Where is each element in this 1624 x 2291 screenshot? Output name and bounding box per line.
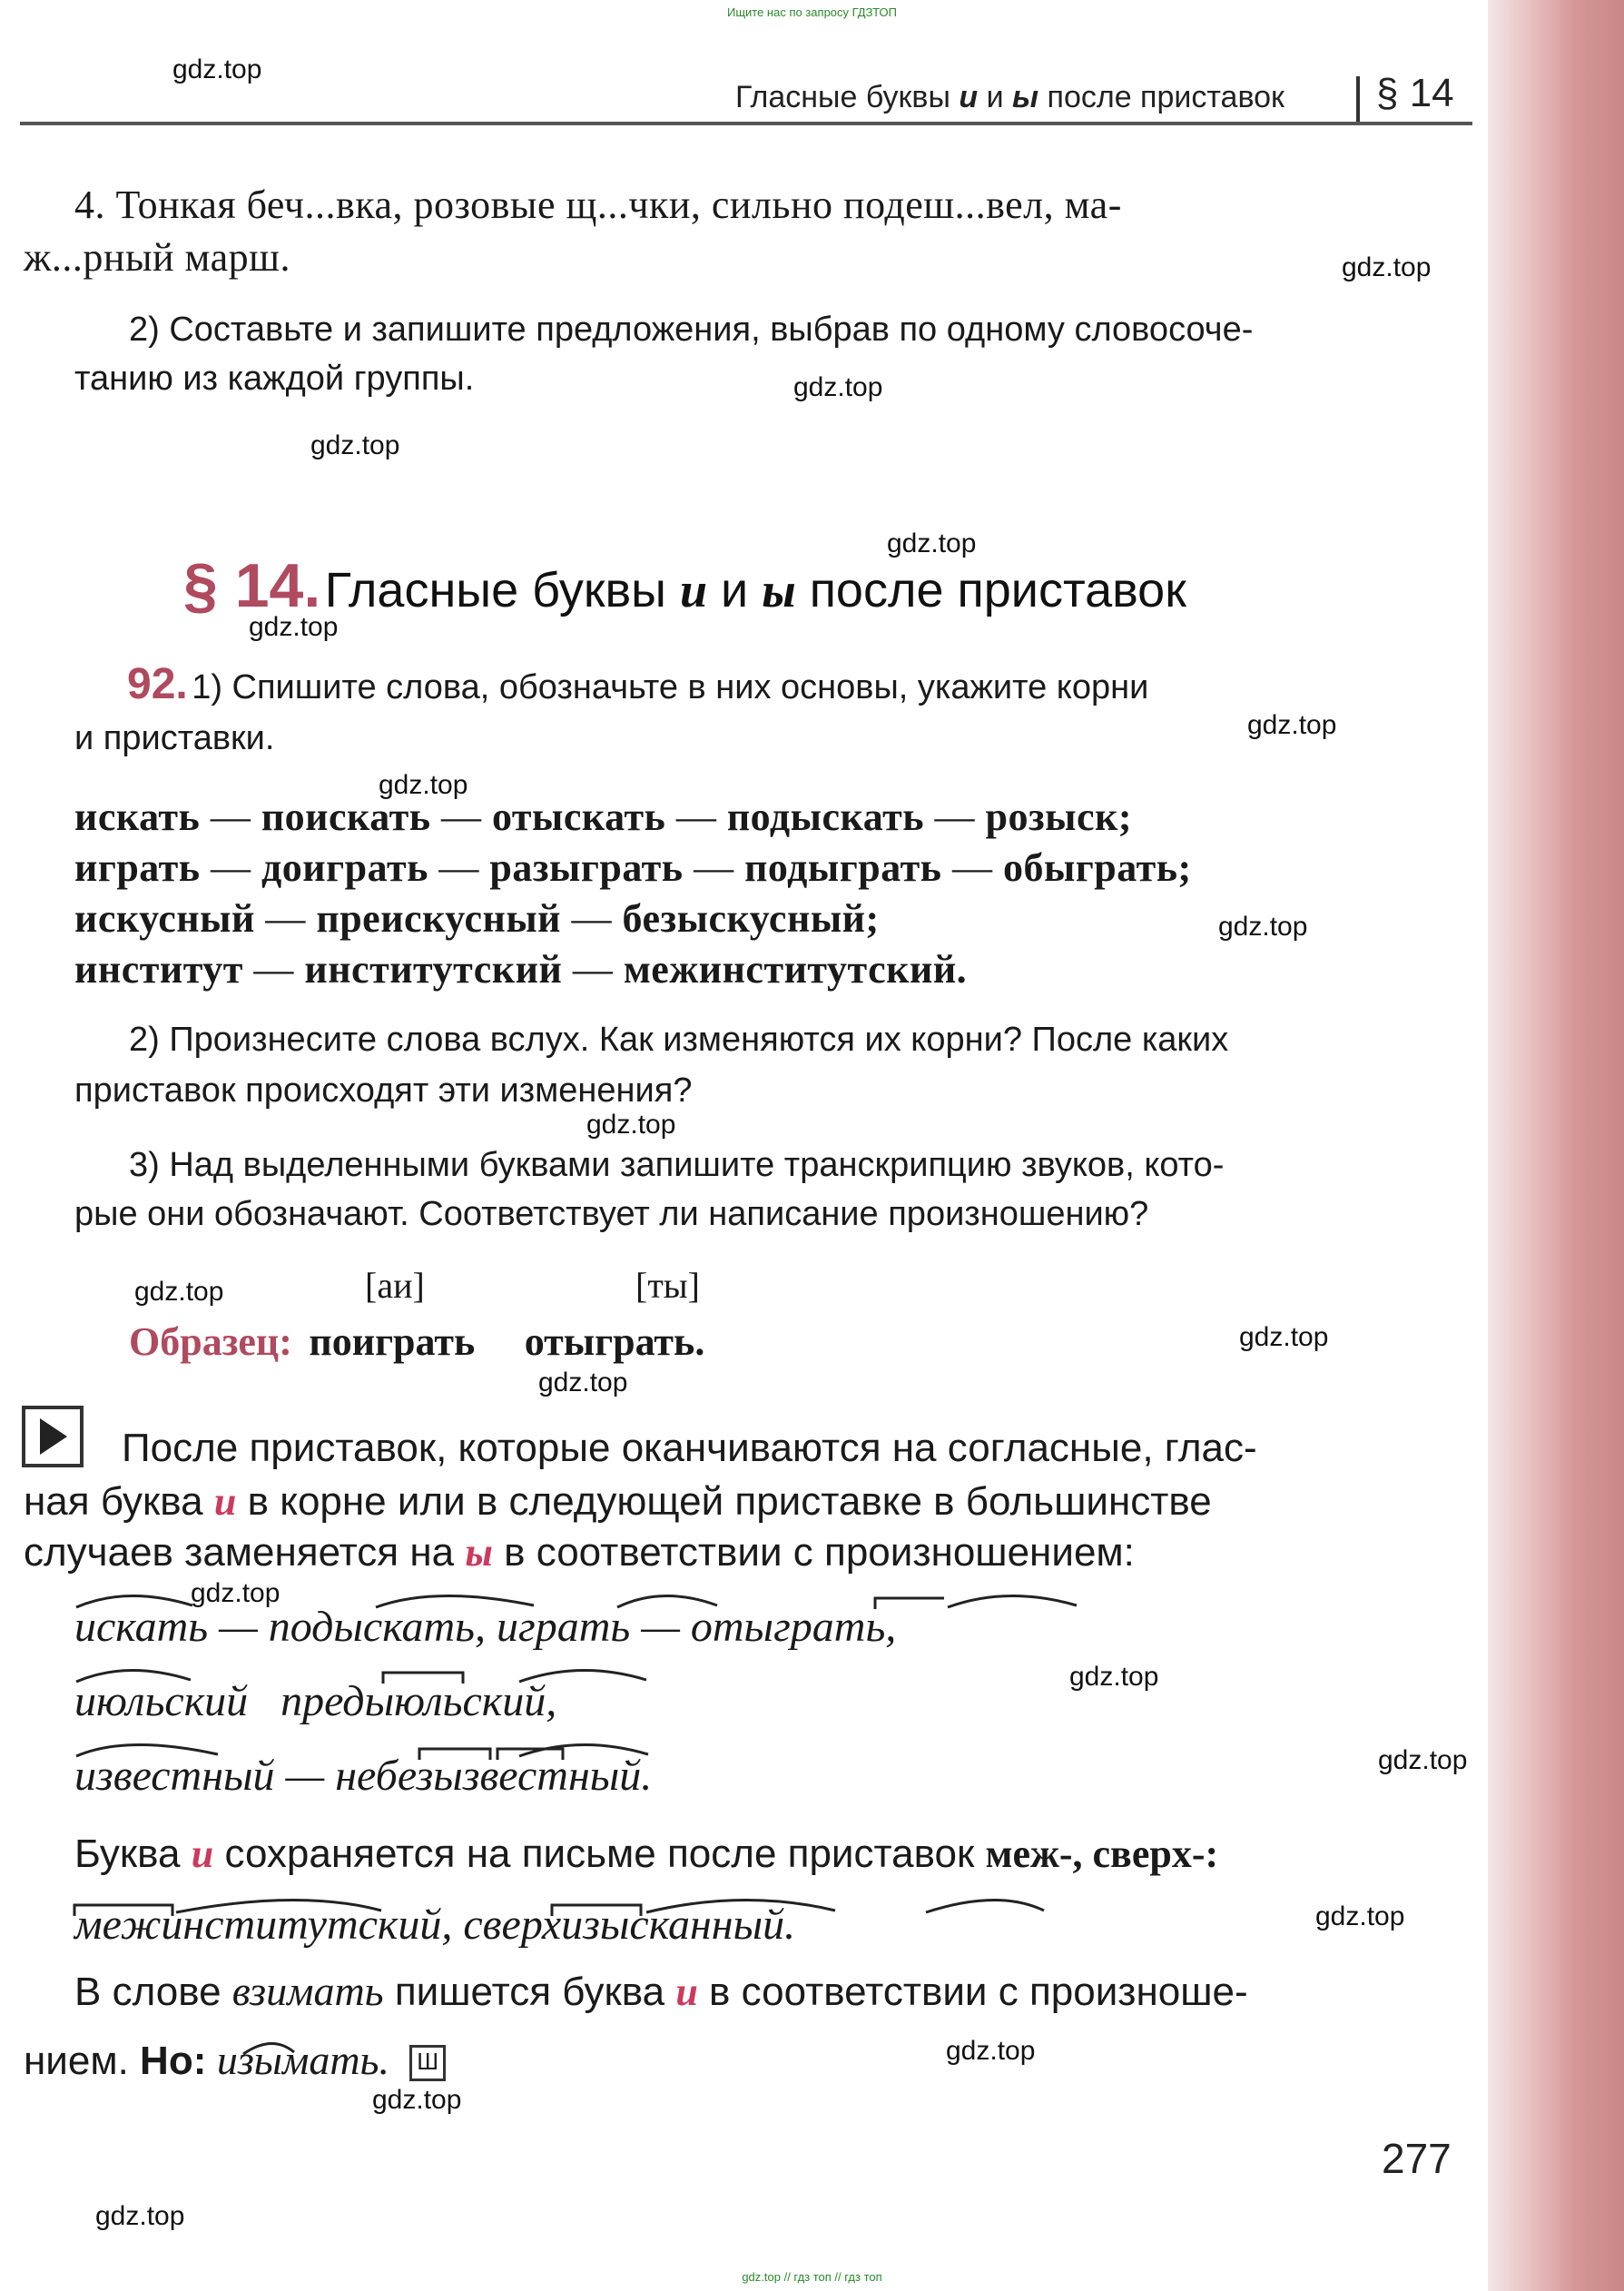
watermark: gdz.top [1069, 1662, 1159, 1692]
watermark: gdz.top [793, 372, 883, 402]
sample-label: Образец: [129, 1319, 292, 1364]
rule-line: ная буква и в корне или в следующей приставке в большинстве [24, 1479, 1212, 1524]
watermark: gdz.top [172, 54, 262, 84]
watermark: gdz.top [1378, 1745, 1468, 1775]
word-row: искать — поискать — отыскать — подыскать — розыск; [74, 795, 1133, 839]
prev-exercise-line: ж...рный марш. [24, 235, 291, 280]
rule-example: июльский предыюльский, [74, 1677, 557, 1725]
rule-vzimat-line: нием. Но: изымать. Ш [24, 2036, 446, 2084]
watermark: gdz.top [1218, 912, 1308, 942]
watermark: gdz.top [372, 2085, 462, 2115]
section-number: § 14. [183, 551, 321, 620]
watermark: gdz.top [134, 1277, 224, 1307]
page-number: 277 [1382, 2135, 1452, 2182]
word-row: институт — институтский — межинститутский. [74, 947, 968, 992]
watermark: gdz.top [1342, 252, 1432, 282]
transcription-ty: [ты] [635, 1265, 700, 1306]
running-header-section: § 14 [1376, 71, 1454, 115]
rule-line: После приставок, которые оканчиваются на согласные, глас- [122, 1426, 1257, 1470]
exercise-92-task1-cont: и приставки. [74, 719, 275, 757]
section-title: Гласные буквы и и ы после приставок [324, 563, 1186, 617]
bottom-watermark: gdz.top // гдз топ // гдз топ [742, 2270, 882, 2284]
exercise-92-task3: 3) Над выделенными буквами запишите транскрипцию звуков, кото- [129, 1146, 1225, 1184]
exercise-92-task2-cont: приставок происходят эти изменения? [74, 1071, 693, 1110]
rule-keep-example: межинститутский, сверхизысканный. [74, 1901, 796, 1949]
sample-line: Образец: поиграть отыграть. [129, 1319, 705, 1364]
section-heading [183, 550, 1186, 621]
watermark: gdz.top [538, 1368, 628, 1397]
rule-example: искать — подыскать, играть — отыграть, [74, 1603, 897, 1651]
watermark: gdz.top [887, 528, 977, 558]
watermark: gdz.top [1247, 710, 1337, 740]
word-row: играть — доиграть — разыграть — подыграть — обыграть; [74, 845, 1192, 890]
watermark: gdz.top [95, 2201, 185, 2231]
watermark: gdz.top [310, 430, 400, 460]
watermark: gdz.top [379, 770, 468, 800]
page-edge-shading [1488, 0, 1624, 2291]
watermark: gdz.top [191, 1578, 281, 1608]
prev-exercise-task: танию из каждой группы. [74, 360, 475, 398]
word-row: искусный — преискусный — безыскусный; [74, 896, 880, 941]
header-rule [20, 122, 1472, 125]
exercise-92-task2: 2) Произнесите слова вслух. Как изменяются их корни? После каких [129, 1021, 1229, 1059]
header-divider [1356, 76, 1360, 122]
exercise-number: 92. [127, 660, 188, 708]
watermark: gdz.top [1239, 1322, 1329, 1352]
watermark: gdz.top [1315, 1901, 1405, 1931]
watermark: gdz.top [586, 1110, 676, 1140]
exercise-92-task3-cont: рые они обозначают. Соответствует ли написание произношению? [74, 1195, 1149, 1233]
watermark: gdz.top [249, 612, 339, 642]
rule-line: случаев заменяется на ы в соответствии с произношением: [24, 1530, 1135, 1575]
prev-exercise-line: 4. Тонкая беч...вка, розовые щ...чки, сильно подеш...вел, ма- [74, 183, 1122, 227]
exercise-92-task1: 92. 1) Спишите слова, обозначьте в них основы, укажите корни [127, 660, 1149, 708]
prev-exercise-task: 2) Составьте и запишите предложения, выбрав по одному словосоче- [129, 311, 1254, 349]
reference-icon: Ш [409, 2045, 446, 2081]
transcription-ai: [аи] [365, 1265, 425, 1306]
rule-keep-line: Буква и сохраняется на письме после приставок меж-, сверх-: [74, 1832, 1219, 1876]
watermark: gdz.top [946, 2036, 1036, 2066]
rule-example: известный — небезызвестный. [74, 1752, 653, 1800]
running-header-title: Гласные буквы и и ы после приставок [735, 80, 1284, 114]
rule-marker-icon [22, 1406, 84, 1467]
rule-vzimat-line: В слове взимать пишется буква и в соответствии с произноше- [74, 1968, 1248, 2014]
top-watermark: Ищите нас по запросу ГДЗТОП [726, 5, 897, 19]
